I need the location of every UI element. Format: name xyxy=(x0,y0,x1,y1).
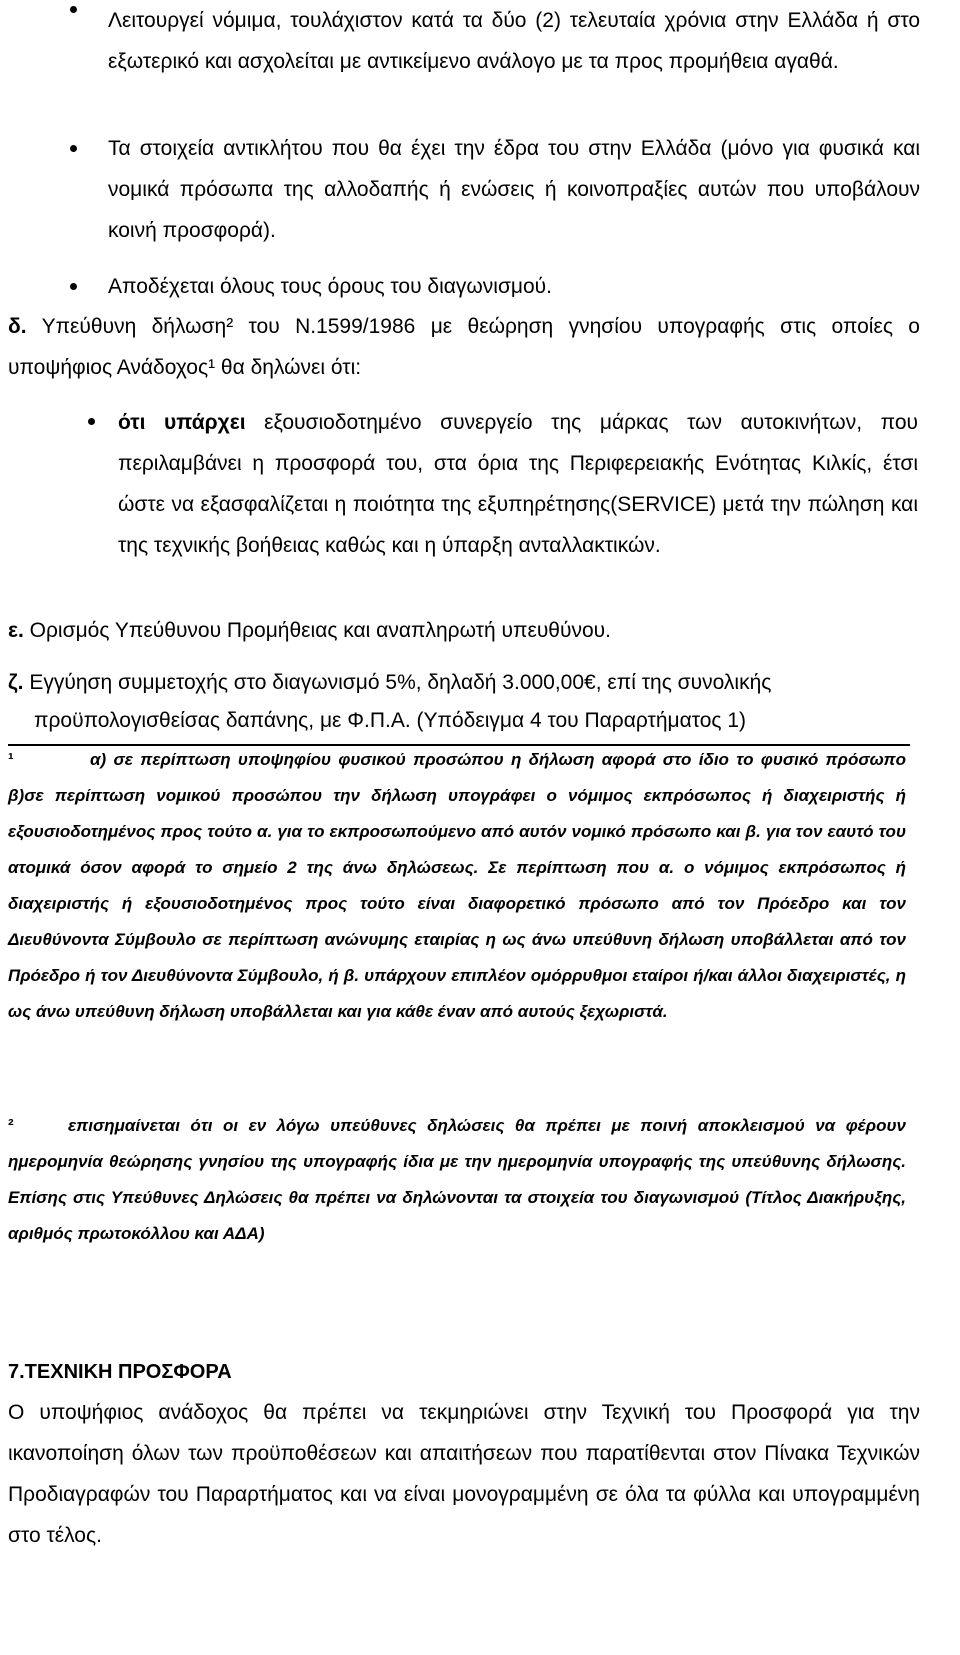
footnote-2-mark: ² xyxy=(8,1116,14,1135)
bullet-dot-icon xyxy=(70,283,77,290)
section-7-text: Ο υποψήφιος ανάδοχος θα πρέπει να τεκμηριώνει στην Τεχνική του Προσφορά για την ικανοποίηση όλων των προϋποθέσεων και απαιτήσεων που παρατίθενται στον Πίνακα Τεχνικών Προδιαγραφών του Παραρτήματος και να είναι μονογραμμένη σε όλα τα φύλλα και υπογραμμένη στο τέλος. xyxy=(8,1401,920,1547)
section-z-line2: προϋπολογισθείσας δαπάνης, με Φ.Π.Α. (Υπόδειγμα 4 του Παραρτήματος 1) xyxy=(34,709,747,732)
section-e-text: Ορισμός Υπεύθυνου Προμήθειας και αναπληρωτή υπευθύνου. xyxy=(29,619,611,642)
footnote-2-text: επισημαίνεται ότι οι εν λόγω υπεύθυνες δηλώσεις θα πρέπει με ποινή αποκλεισμού να φέρουν ημερομηνία θεώρησης γνησίου της υπογραφής ίδια με την ημερομηνία υπογραφής της υπεύθυνης δήλωσης. Επίσης στις Υπεύθυνες Δηλώσεις θα πρέπει να δηλώνονται τα στοιχεία του διαγωνισμού (Τίτλος Διακήρυξης, αριθμός πρωτοκόλλου και ΑΔΑ) xyxy=(8,1116,906,1243)
section-d-bullet-lead: ότι υπάρχει xyxy=(118,411,246,434)
bullet-text: Τα στοιχεία αντικλήτου που θα έχει την έδρα του στην Ελλάδα (μόνο για φυσικά και νομικά πρόσωπα της αλλοδαπής ή ενώσεις ή κοινοπραξίες αυτών που υποβάλουν κοινή προσφορά). xyxy=(108,137,920,242)
bullet-item-representative xyxy=(108,128,920,251)
section-d-bullet-text: εξουσιοδοτημένο συνεργείο της μάρκας των αυτοκινήτων, που περιλαμβάνει η προσφορά του, στα όρια της Περιφερειακής Ενότητας Κιλκίς, έτσι ώστε να εξασφαλίζεται η ποιότητα της εξυπηρέτησης(SERVICE) μετά την πώληση και της τεχνικής βοήθειας καθώς και η ύπαρξη ανταλλακτικών. xyxy=(118,411,918,557)
section-7-heading: 7.ΤΕΧΝΙΚΗ ΠΡΟΣΦΟΡΑ xyxy=(8,1361,232,1383)
section-z-paragraph xyxy=(8,662,920,703)
bullet-dot-icon xyxy=(70,6,77,13)
section-z-label: ζ. xyxy=(8,671,24,694)
section-z-line1: Εγγύηση συμμετοχής στο διαγωνισμό 5%, δηλαδή 3.000,00€, επί της συνολικής xyxy=(29,671,772,694)
footnote-1-mark: ¹ xyxy=(8,750,14,769)
section-d-label: δ. xyxy=(8,315,27,338)
bullet-text: Λειτουργεί νόμιμα, τουλάχιστον κατά τα δύο (2) τελευταία χρόνια στην Ελλάδα ή στο εξωτερικό και ασχολείται με αντικείμενο ανάλογο με τα προς προμήθεια αγαθά. xyxy=(108,9,920,73)
section-d-text: Υπεύθυνη δήλωση² του Ν.1599/1986 με θεώρηση γνησίου υπογραφής στις οποίες ο υποψήφιος Ανάδοχος¹ θα δηλώνει ότι: xyxy=(8,315,920,379)
section-e-paragraph xyxy=(8,610,920,651)
bullet-dot-icon xyxy=(88,418,95,425)
section-d-bullet xyxy=(118,402,918,566)
footnote-1-text: α) σε περίπτωση υποψηφίου φυσικού προσώπου η δήλωση αφορά στο ίδιο το φυσικό πρόσωπο β)σε περίπτωση νομικού προσώπου την δήλωση υπογράφει ο νόμιμος εκπρόσωπος ή διαχειριστής ή εξουσιοδοτημένος προς τούτο α. για το εκπροσωπούμενο από αυτόν νομικό πρόσωπο και β. για τον εαυτό του ατομικά όσον αφορά το σημείο 2 της άνω δηλώσεως. Σε περίπτωση που α. ο νόμιμος εκπρόσωπος ή διαχειριστής ή εξουσιοδοτημένος προς τούτο είναι διαφορετικό πρόσωπο από τον Πρόεδρο και τον Διευθύνοντα Σύμβουλο σε περίπτωση ανώνυμης εταιρίας η ως άνω υπεύθυνη δήλωση υποβάλλεται από τον Πρόεδρο ή τον Διευθύνοντα Σύμβουλο, ή β. υπάρχουν επιπλέον ομόρρυθμοι εταίροι ή/και άλλοι διαχειριστές, η ως άνω υπεύθυνη δήλωση υποβάλλεται και για κάθε έναν από αυτούς ξεχωριστά. xyxy=(8,750,906,1021)
footnote-1 xyxy=(8,742,906,1030)
bullet-item-legal-operation xyxy=(108,0,920,82)
bullet-dot-icon xyxy=(70,145,77,152)
bullet-item-accepts-terms xyxy=(108,266,920,307)
footnote-2 xyxy=(8,1108,906,1252)
bullet-text: Αποδέχεται όλους τους όρους του διαγωνισμού. xyxy=(108,275,553,298)
section-d-paragraph xyxy=(8,306,920,388)
section-e-label: ε. xyxy=(8,619,24,642)
